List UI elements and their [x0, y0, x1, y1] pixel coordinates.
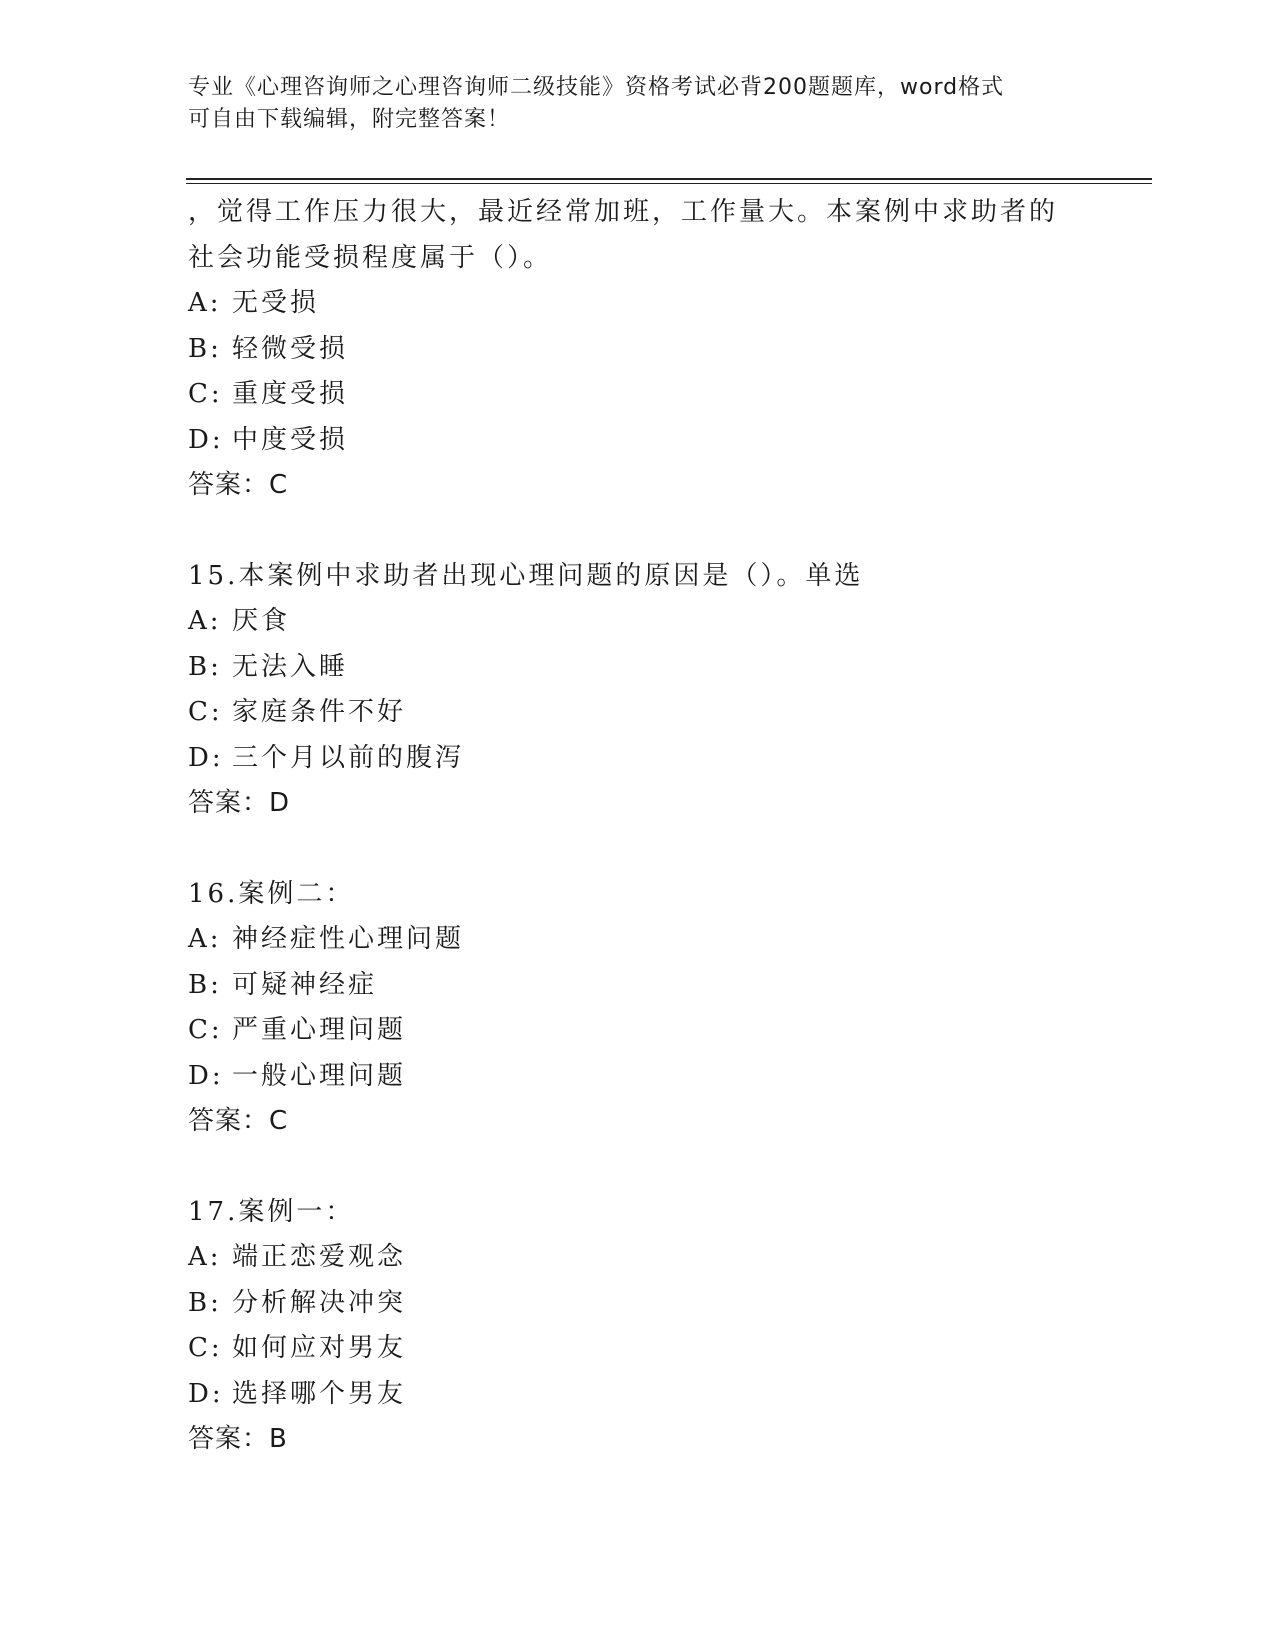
option-c	[188, 690, 1088, 736]
option-b	[188, 327, 1088, 373]
option-letter: B:	[188, 969, 222, 1000]
option-b	[188, 645, 1088, 691]
option-text: 神经症性心理问题	[232, 924, 465, 954]
option-text: 一般心理问题	[232, 1060, 407, 1091]
option-text: 可疑神经症	[232, 969, 378, 1000]
answer-line: 答案：B	[188, 1424, 288, 1454]
question-stem-line: ，觉得工作压力很大，最近经常加班，工作量大。本案例中求助者的	[188, 197, 1059, 227]
option-letter: D:	[188, 424, 224, 455]
question-17	[188, 1190, 1088, 1463]
option-text: 三个月以前的腹泻	[232, 742, 465, 773]
option-letter: A:	[188, 606, 222, 636]
option-letter: B:	[188, 1287, 222, 1318]
option-d	[188, 1054, 1088, 1100]
option-text: 如何应对男友	[232, 1333, 407, 1363]
header-rule-thick	[186, 178, 1152, 180]
option-letter: A:	[188, 1242, 222, 1272]
option-text: 重度受损	[232, 379, 349, 409]
option-c	[188, 372, 1088, 418]
question-stem-line: 社会功能受损程度属于（）。	[188, 242, 553, 273]
question-stem: 15.本案例中求助者出现心理问题的原因是（）。单选	[188, 560, 864, 591]
answer-line: 答案：C	[188, 1106, 289, 1136]
option-c	[188, 1326, 1088, 1372]
option-text: 选择哪个男友	[232, 1378, 407, 1409]
option-text: 家庭条件不好	[232, 697, 407, 727]
option-text: 轻微受损	[232, 333, 349, 364]
option-a	[188, 281, 1088, 327]
option-d	[188, 418, 1088, 464]
answer-line: 答案：C	[188, 470, 289, 500]
option-letter: A:	[188, 924, 222, 954]
option-letter: A:	[188, 288, 222, 318]
option-letter: C:	[188, 697, 223, 727]
option-text: 严重心理问题	[232, 1015, 407, 1045]
option-letter: D:	[188, 1060, 224, 1091]
option-a	[188, 599, 1088, 645]
question-list	[188, 190, 1088, 1463]
question-14-continued	[188, 190, 1088, 509]
document-header	[188, 72, 1068, 136]
option-letter: C:	[188, 1015, 223, 1045]
option-b	[188, 963, 1088, 1009]
option-letter: B:	[188, 651, 222, 682]
option-c	[188, 1008, 1088, 1054]
option-b	[188, 1281, 1088, 1327]
question-15	[188, 554, 1088, 827]
question-16	[188, 872, 1088, 1145]
option-a	[188, 1235, 1088, 1281]
option-d	[188, 736, 1088, 782]
option-letter: C:	[188, 1333, 223, 1363]
option-text: 端正恋爱观念	[232, 1242, 407, 1272]
option-text: 中度受损	[232, 424, 349, 455]
header-line-1: 专业《心理咨询师之心理咨询师二级技能》资格考试必背200题题库，word格式	[188, 75, 1005, 100]
answer-line: 答案：D	[188, 788, 291, 818]
option-letter: D:	[188, 1378, 224, 1409]
header-rule-thin	[186, 183, 1152, 184]
question-stem: 16.案例二：	[188, 878, 355, 909]
question-stem: 17.案例一：	[188, 1196, 355, 1227]
header-line-2: 可自由下载编辑，附完整答案！	[188, 107, 511, 132]
option-text: 无受损	[232, 288, 320, 318]
option-letter: D:	[188, 742, 224, 773]
option-letter: C:	[188, 379, 223, 409]
option-d	[188, 1372, 1088, 1418]
option-text: 无法入睡	[232, 651, 349, 682]
option-text: 分析解决冲突	[232, 1287, 407, 1318]
option-letter: B:	[188, 333, 222, 364]
option-text: 厌食	[232, 606, 291, 636]
option-a	[188, 917, 1088, 963]
